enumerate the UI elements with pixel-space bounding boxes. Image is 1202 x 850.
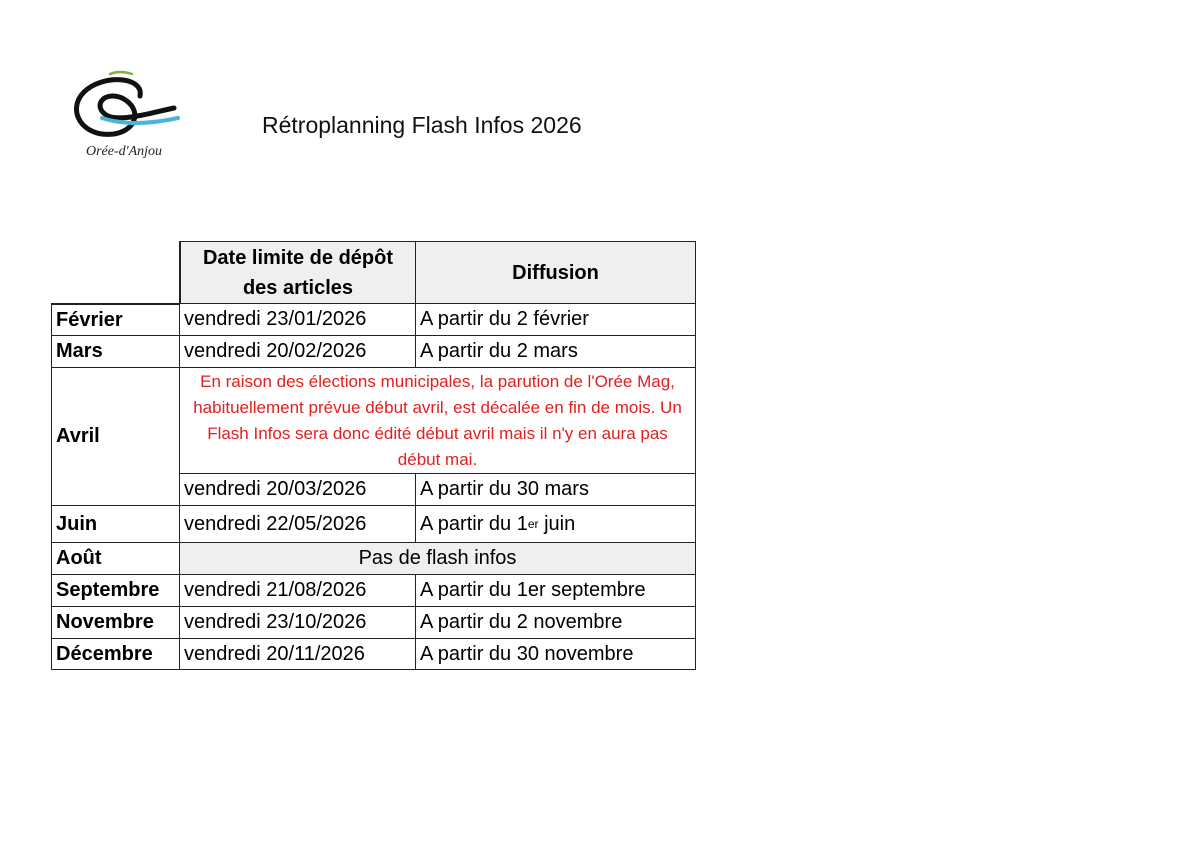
merged-cell: Pas de flash infos — [180, 543, 696, 575]
deadline-cell: vendredi 20/03/2026 — [180, 474, 416, 506]
page-title: Rétroplanning Flash Infos 2026 — [262, 112, 582, 138]
deadline-cell: vendredi 21/08/2026 — [180, 575, 416, 607]
diffusion-prefix: A partir du 1 — [420, 512, 528, 535]
deadline-cell: vendredi 23/01/2026 — [180, 304, 416, 336]
month-cell: Février — [51, 304, 180, 336]
deadline-cell: vendredi 23/10/2026 — [180, 607, 416, 639]
deadline-cell: vendredi 20/02/2026 — [180, 336, 416, 368]
logo-text: Orée-d'Anjou — [85, 144, 163, 159]
retroplanning-table — [51, 241, 696, 669]
diffusion-cell: A partir du 30 novembre — [416, 639, 696, 670]
header-diffusion: Diffusion — [416, 241, 696, 304]
diffusion-cell: A partir du 30 mars — [416, 474, 696, 506]
diffusion-cell: A partir du 1 er juin — [416, 506, 696, 543]
header-deadline: Date limite de dépôt des articles — [180, 241, 416, 304]
diffusion-cell: A partir du 2 mars — [416, 336, 696, 368]
deadline-cell: vendredi 22/05/2026 — [180, 506, 416, 543]
table-corner — [51, 241, 180, 304]
diffusion-cell: A partir du 2 février — [416, 304, 696, 336]
month-cell: Décembre — [51, 639, 180, 670]
month-cell: Juin — [51, 506, 180, 543]
month-cell: Août — [51, 543, 180, 575]
diffusion-suffix: juin — [538, 512, 576, 535]
deadline-cell: vendredi 20/11/2026 — [180, 639, 416, 670]
logo — [62, 68, 187, 170]
month-cell: Mars — [51, 336, 180, 368]
month-cell: Septembre — [51, 575, 180, 607]
oree-danjou-logo-mark — [62, 68, 187, 148]
month-cell: Avril — [51, 368, 180, 506]
month-cell: Novembre — [51, 607, 180, 639]
notice-cell: En raison des élections municipales, la parution de l'Orée Mag, habituellement prévue début avril, est décalée en fin de mois. Un Flash Infos sera donc édité début avril mais il n'y en aura pas début mai. — [180, 368, 696, 474]
diffusion-cell: A partir du 2 novembre — [416, 607, 696, 639]
diffusion-cell: A partir du 1er septembre — [416, 575, 696, 607]
